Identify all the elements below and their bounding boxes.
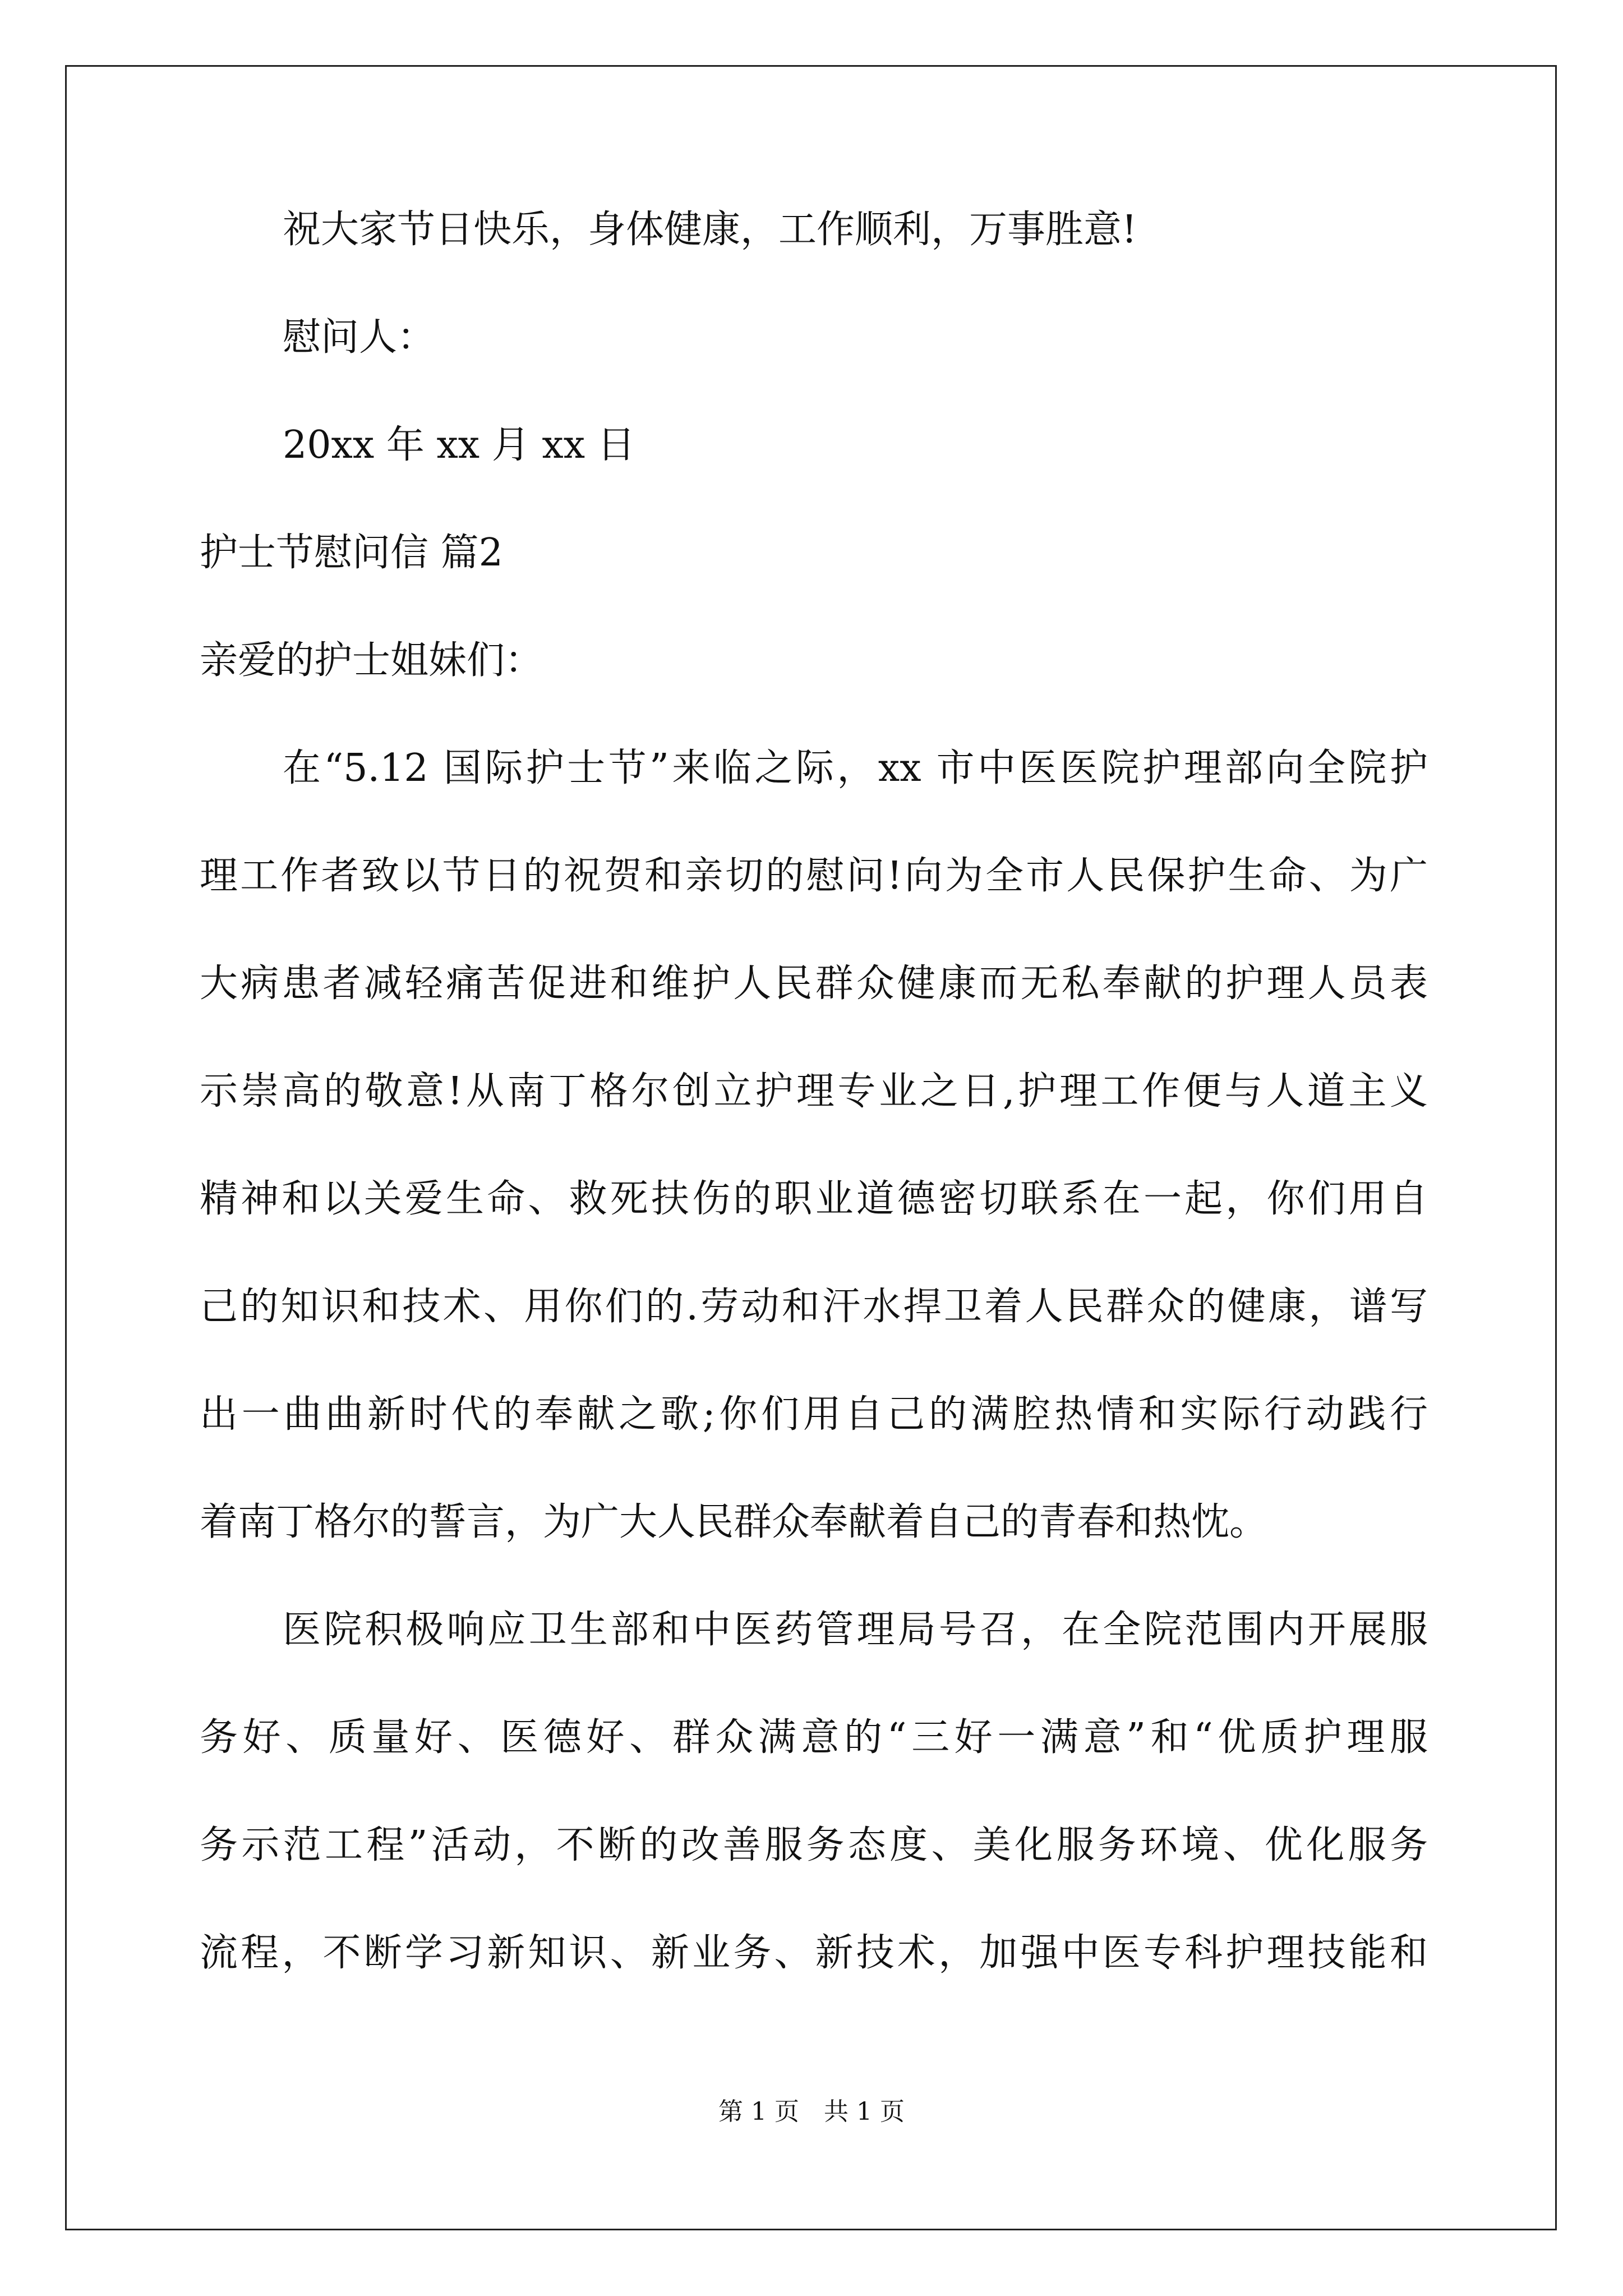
date-line: 20xx 年 xx 月 xx 日 (283, 423, 635, 467)
paragraph-line: 大病患者减轻痛苦促进和维护人民群众健康而无私奉献的护理人员表 (200, 961, 1428, 1006)
paragraph-line: 着南丁格尔的誓言，为广大人民群众奉献着自己的青春和热忱。 (200, 1500, 1268, 1544)
paragraph-line: 出一曲曲新时代的奉献之歌;你们用自己的满腔热情和实际行动践行 (200, 1392, 1428, 1437)
paragraph-line: 务好、质量好、医德好、群众满意的“三好一满意”和“优质护理服 (200, 1715, 1428, 1760)
paragraph-line: 理工作者致以节日的祝贺和亲切的慰问!向为全市人民保护生命、为广 (200, 854, 1428, 898)
sender-label: 慰问人： (283, 315, 436, 360)
page-footer: 第 1 页 共 1 页 (718, 2097, 905, 2126)
paragraph-line: 在“5.12 国际护士节”来临之际，xx 市中医医院护理部向全院护 (283, 746, 1428, 790)
page-border (65, 65, 1557, 2230)
salutation: 亲爱的护士姐妹们： (200, 638, 543, 683)
paragraph-line: 流程，不断学习新知识、新业务、新技术，加强中医专科护理技能和 (200, 1931, 1428, 1975)
paragraph-line: 务示范工程”活动，不断的改善服务态度、美化服务环境、优化服务 (200, 1823, 1428, 1867)
paragraph-line: 医院积极响应卫生部和中医药管理局号召，在全院范围内开展服 (283, 1608, 1428, 1652)
paragraph-line: 示崇高的敬意!从南丁格尔创立护理专业之日,护理工作便与人道主义 (200, 1069, 1428, 1114)
closing-greeting: 祝大家节日快乐，身体健康，工作顺利，万事胜意! (283, 208, 1137, 252)
section-title: 护士节慰问信 篇2 (200, 531, 503, 575)
paragraph-line: 精神和以关爱生命、救死扶伤的职业道德密切联系在一起，你们用自 (200, 1177, 1428, 1221)
paragraph-line: 己的知识和技术、用你们的.劳动和汗水捍卫着人民群众的健康，谱写 (200, 1285, 1428, 1329)
